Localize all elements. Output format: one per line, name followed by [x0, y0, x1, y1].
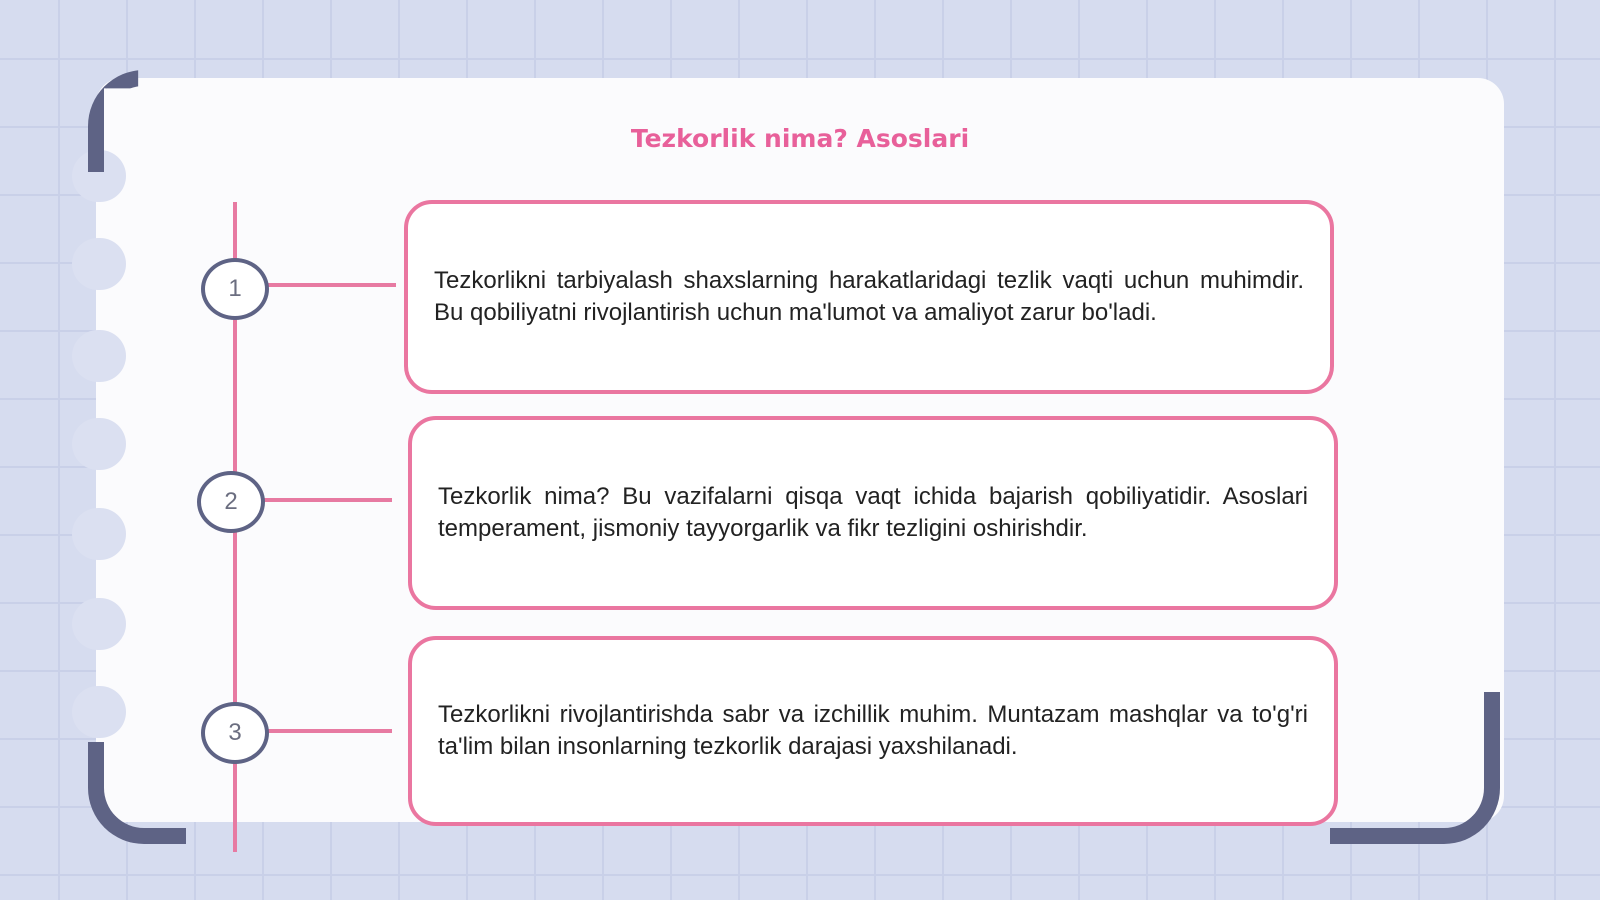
- step-number-badge: 1: [201, 258, 269, 320]
- step-card: [408, 636, 1338, 826]
- timeline-connector: [266, 729, 392, 733]
- timeline-connector: [262, 498, 392, 502]
- notebook-notch: [72, 686, 126, 738]
- step-text: Tezkorlikni tarbiyalash shaxslarning harakatlaridagi tezlik vaqti uchun muhimdir. Bu qobiliyatni rivojlantirish uchun ma'lumot va amaliyot zarur bo'ladi.: [434, 267, 1304, 326]
- slide-title: Tezkorlik nima? Asoslari: [630, 124, 970, 153]
- notebook-notch: [72, 238, 126, 290]
- timeline-connector: [266, 283, 396, 287]
- step-card: [404, 200, 1334, 394]
- notebook-notch: [72, 598, 126, 650]
- step-text: Tezkorlikni rivojlantirishda sabr va izchillik muhim. Muntazam mashqlar va to'g'ri ta'lim bilan insonlarning tezkorlik darajasi yaxshilanadi.: [438, 701, 1308, 760]
- step-number-badge: 2: [197, 471, 265, 533]
- frame-corner-bottom-left: [88, 742, 186, 844]
- notebook-notch: [72, 508, 126, 560]
- step-card: [408, 416, 1338, 610]
- step-number-badge: 3: [201, 702, 269, 764]
- notebook-notch: [72, 330, 126, 382]
- frame-corner-bottom-right: [1330, 692, 1500, 844]
- step-text: Tezkorlik nima? Bu vazifalarni qisqa vaqt ichida bajarish qobiliyatidir. Asoslari temperament, jismoniy tayyorgarlik va fikr tezligini oshirishdir.: [438, 483, 1308, 542]
- notebook-notch: [72, 418, 126, 470]
